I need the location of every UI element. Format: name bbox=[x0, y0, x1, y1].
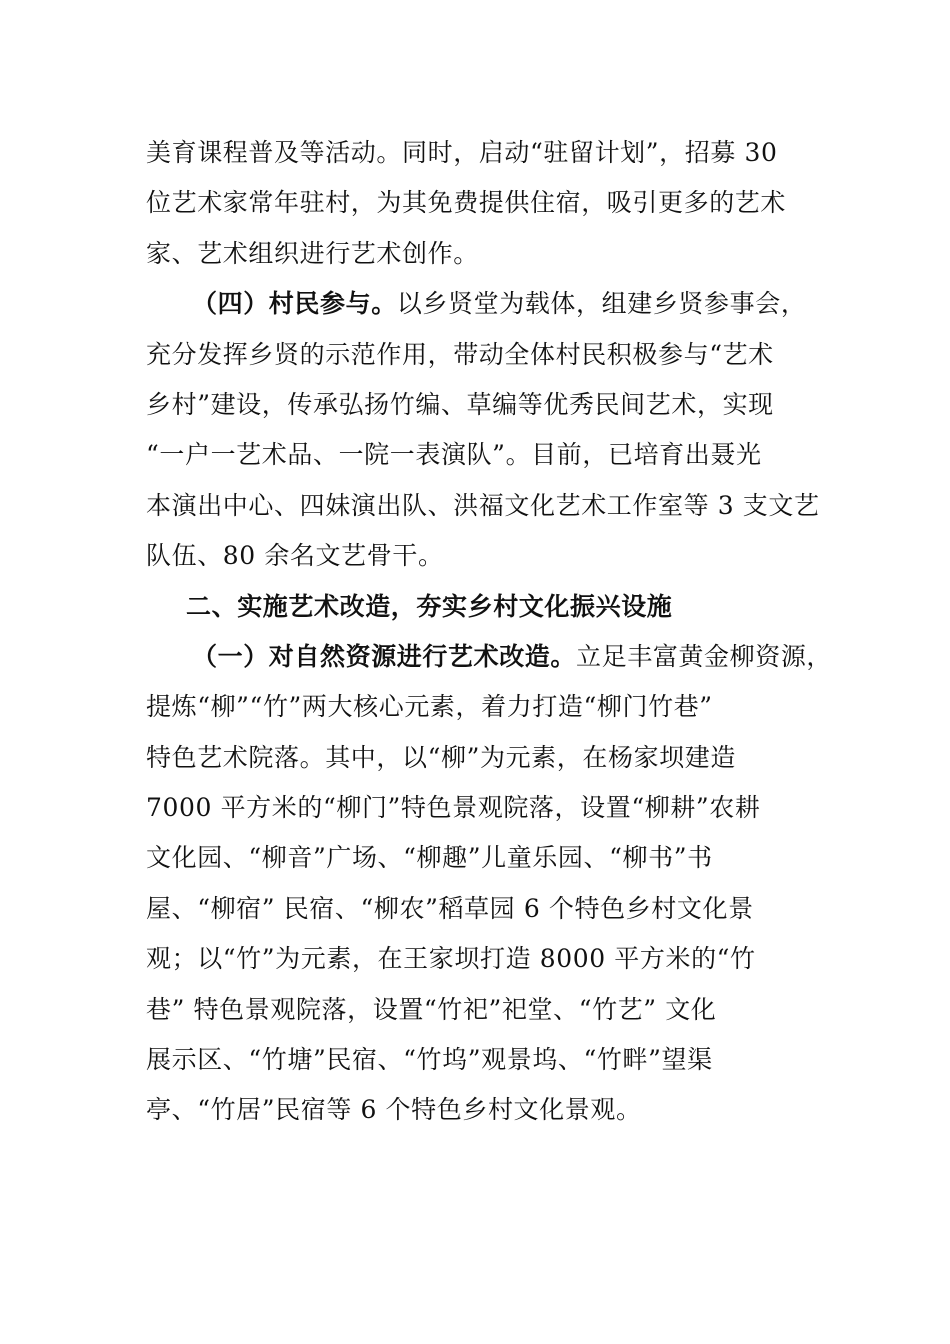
paragraph-villager-participation bbox=[146, 279, 818, 581]
text-line: 展示区、“竹塘”民宿、“竹坞”观景坞、“竹畔”望渠 bbox=[146, 1045, 713, 1075]
text-line: 文化园、“柳音”广场、“柳趣”儿童乐园、“柳书”书 bbox=[146, 843, 713, 873]
text-line: 屋、“柳宿” 民宿、“柳农”稻草园 6 个特色乡村文化景 bbox=[146, 893, 754, 923]
text-line bbox=[146, 279, 818, 329]
text-line: 本演出中心、四妹演出队、洪福文化艺术工作室等 3 支文艺 bbox=[146, 490, 820, 520]
paragraph-natural-resources bbox=[146, 632, 833, 1136]
text-run: 以乡贤堂为载体，组建乡贤参事会， bbox=[396, 289, 807, 319]
heading-text: 二、实施艺术改造，夯实乡村文化振兴设施 bbox=[186, 591, 673, 621]
text-line: “一户一艺术品、一院一表演队”。目前，已培育出聂光 bbox=[146, 440, 762, 470]
text-line: 提炼“柳”“竹”两大核心元素，着力打造“柳门竹巷” bbox=[146, 692, 713, 722]
text-line: 家、艺术组织进行艺术创作。 bbox=[146, 238, 479, 268]
text-run: 立足丰富黄金柳资源， bbox=[576, 641, 833, 671]
text-line: 美育课程普及等活动。同时，启动“驻留计划”，招募 30 bbox=[146, 138, 778, 167]
text-line bbox=[146, 632, 833, 682]
text-line: 特色艺术院落。其中，以“柳”为元素，在杨家坝建造 bbox=[146, 742, 736, 772]
paragraph-residency bbox=[146, 128, 818, 279]
text-line: 队伍、80 余名文艺骨干。 bbox=[146, 541, 444, 571]
section-heading bbox=[146, 582, 818, 632]
text-line: 巷” 特色景观院落，设置“竹祀”祀堂、“竹艺” 文化 bbox=[146, 994, 717, 1024]
text-line: 观；以“竹”为元素，在王家坝打造 8000 平方米的“竹 bbox=[146, 944, 756, 974]
section-lead: （四）村民参与。 bbox=[192, 289, 397, 319]
section-lead: （一）对自然资源进行艺术改造。 bbox=[192, 641, 577, 671]
text-line: 充分发挥乡贤的示范作用，带动全体村民积极参与“艺术 bbox=[146, 339, 774, 369]
document-body bbox=[146, 128, 833, 1136]
text-line: 7000 平方米的“柳门”特色景观院落，设置“柳耕”农耕 bbox=[146, 793, 761, 823]
text-line: 乡村”建设，传承弘扬竹编、草编等优秀民间艺术，实现 bbox=[146, 389, 774, 419]
text-line: 位艺术家常年驻村，为其免费提供住宿，吸引更多的艺术 bbox=[146, 188, 787, 218]
text-line: 亭、“竹居”民宿等 6 个特色乡村文化景观。 bbox=[146, 1095, 642, 1125]
